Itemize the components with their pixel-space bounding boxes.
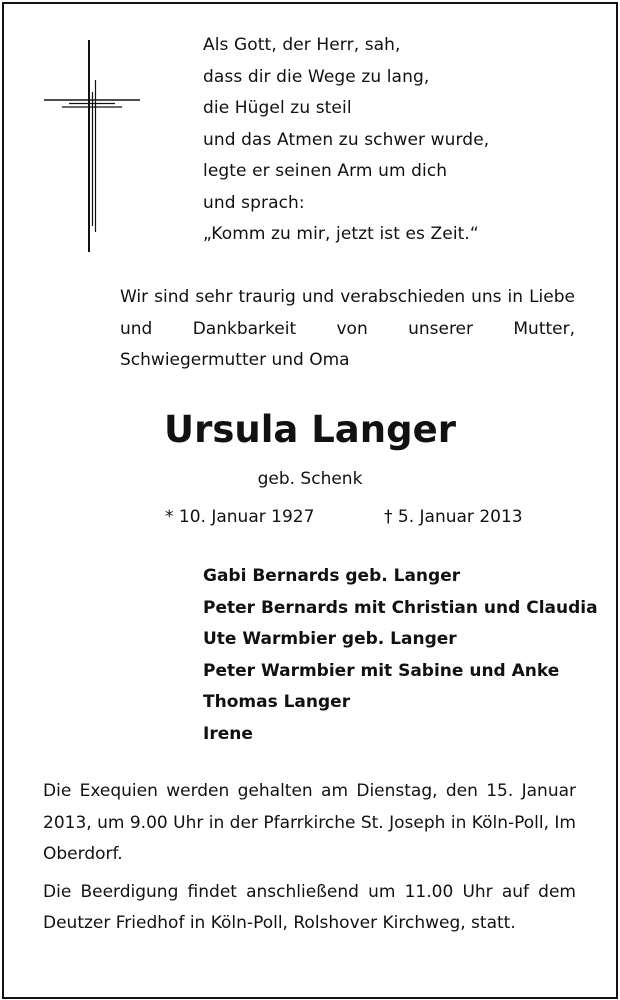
birth-date: * 10. Januar 1927	[165, 507, 315, 527]
cross-icon	[44, 40, 140, 252]
mourner-name: Ute Warmbier geb. Langer	[203, 629, 457, 649]
poem-line: die Hügel zu steil	[203, 98, 352, 118]
mourner-name: Peter Warmbier mit Sabine und Anke	[203, 660, 560, 681]
burial-paragraph: Die Beerdigung findet anschließend um 11.00 Uhr auf dem Deutzer Friedhof in Köln-Poll, Rolshover Kirchweg, statt.	[43, 881, 576, 933]
poem-line: Als Gott, der Herr, sah,	[203, 35, 401, 55]
poem-line: legte er seinen Arm um dich	[203, 161, 448, 181]
poem-line: dass dir die Wege zu lang,	[203, 66, 430, 87]
mourner-name: Gabi Bernards geb. Langer	[203, 566, 461, 586]
maiden-name: geb. Schenk	[257, 469, 363, 489]
poem-line: und das Atmen zu schwer wurde,	[203, 129, 490, 150]
mourners-list	[203, 561, 598, 750]
funeral-info	[43, 776, 576, 946]
mourner-name: Irene	[203, 723, 253, 744]
exequies-paragraph: Die Exequien werden gehalten am Dienstag, den 15. Januar 2013, um 9.00 Uhr in der Pfarrkirche St. Joseph in Köln-Poll, Im Oberdorf.	[43, 781, 576, 864]
poem-line: und sprach:	[203, 192, 305, 213]
poem-line: „Komm zu mir, jetzt ist es Zeit.“	[203, 224, 479, 244]
mourner-name: Thomas Langer	[203, 692, 351, 712]
deceased-name: Ursula Langer	[164, 408, 456, 451]
intro-text: Wir sind sehr traurig und verabschieden uns in Liebe und Dankbarkeit von unserer Mutter, Schwiegermutter und Oma	[120, 287, 575, 370]
mourner-name: Peter Bernards mit Christian und Claudia	[203, 597, 598, 618]
death-date: † 5. Januar 2013	[384, 507, 523, 527]
poem	[203, 30, 489, 251]
